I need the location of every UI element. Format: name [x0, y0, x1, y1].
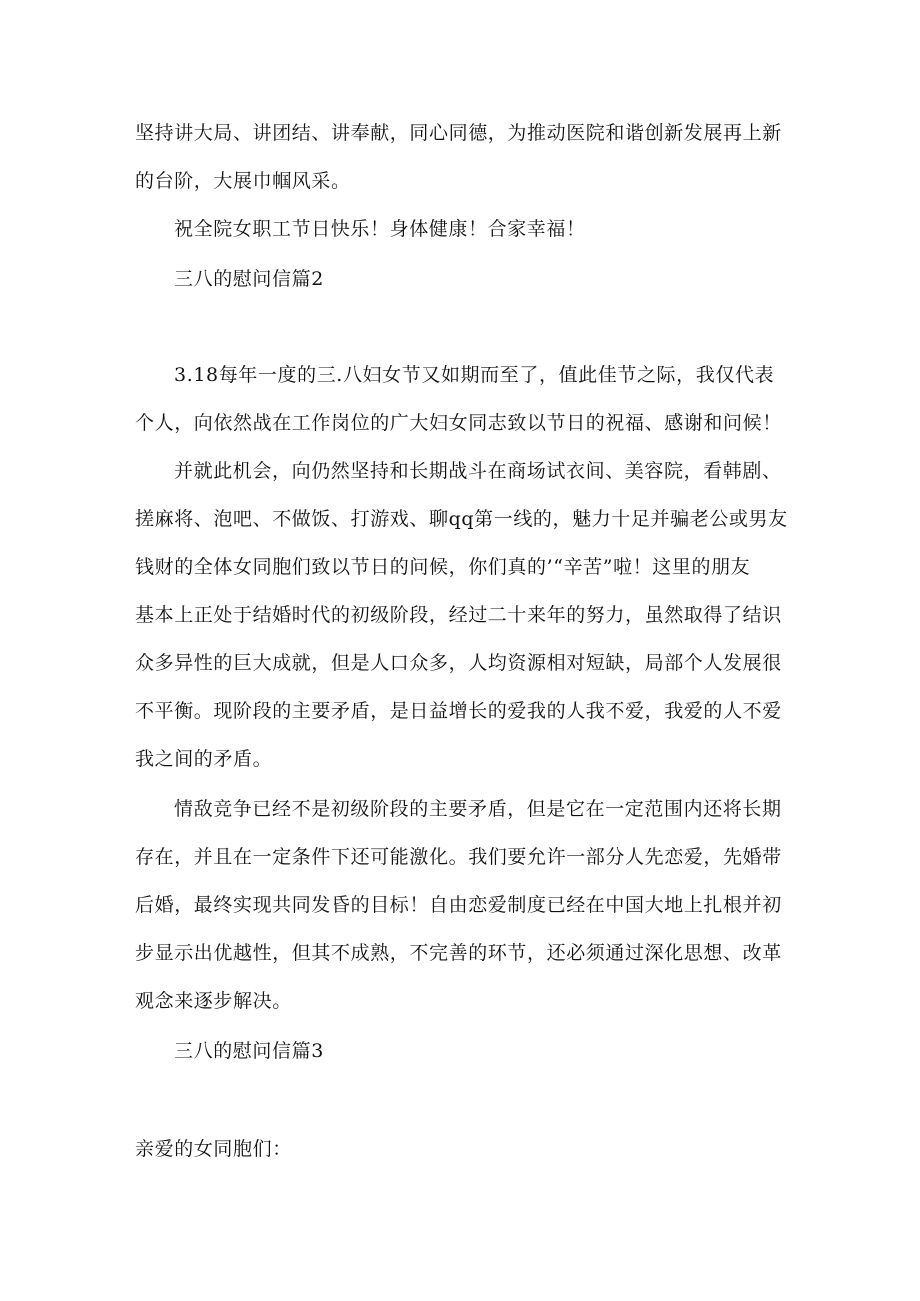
text-line: 观念来逐步解决。 — [135, 990, 292, 1012]
section-heading: 三八的慰问信篇3 — [174, 1040, 324, 1062]
text-line: 3.18每年一度的三.八妇女节又如期而至了，值此佳节之际，我仅代表 — [174, 364, 775, 386]
text-line: 众多异性的巨大成就，但是人口众多，人均资源相对短缺，局部个人发展很 — [135, 652, 782, 674]
text-line: 我之间的矛盾。 — [135, 748, 273, 770]
text-line: 的台阶，大展巾帼风采。 — [135, 170, 351, 192]
text-line: 后婚，最终实现共同发昏的目标！自由恋爱制度已经在中国大地上扎根并初 — [135, 894, 782, 916]
text-line: 步显示出优越性，但其不成熟，不完善的环节，还必须通过深化思想、改革 — [135, 942, 782, 964]
salutation: 亲爱的女同胞们： — [135, 1138, 292, 1160]
text-line: 坚持讲大局、讲团结、讲奉献，同心同德，为推动医院和谐创新发展再上新 — [135, 122, 782, 144]
text-line: 情敌竞争已经不是初级阶段的主要矛盾，但是它在一定范围内还将长期 — [174, 798, 782, 820]
text-line: 存在，并且在一定条件下还可能激化。我们要允许一部分人先恋爱，先婚带 — [135, 846, 782, 868]
paragraph: 祝全院女职工节日快乐！身体健康！合家幸福！ — [174, 218, 586, 240]
text-line: 并就此机会，向仍然坚持和长期战斗在商场试衣间、美容院，看韩剧、 — [174, 460, 782, 482]
text-line: 搓麻将、泡吧、不做饭、打游戏、聊qq第一线的，魅力十足并骗老公或男友 — [135, 508, 788, 530]
section-heading: 三八的慰问信篇2 — [174, 268, 324, 290]
text-line: 钱财的全体女同胞们致以节日的问候，你们真的’“辛苦”啦！这里的朋友 — [135, 556, 751, 578]
text-line: 不平衡。现阶段的主要矛盾，是日益增长的爱我的人我不爱，我爱的人不爱 — [135, 700, 782, 722]
text-line: 基本上正处于结婚时代的初级阶段，经过二十来年的努力，虽然取得了结识 — [135, 604, 782, 626]
text-line: 个人，向依然战在工作岗位的广大妇女同志致以节日的祝福、感谢和问候！ — [135, 412, 782, 434]
